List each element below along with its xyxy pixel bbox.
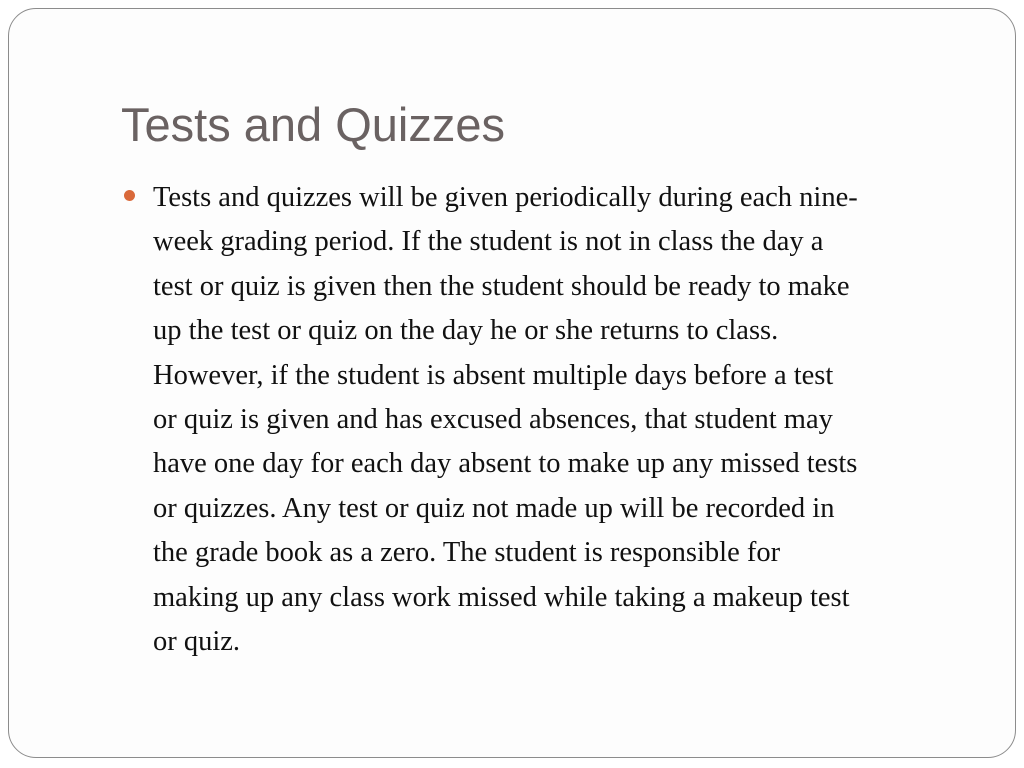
bullet-item	[122, 176, 972, 664]
bullet-list	[122, 176, 972, 664]
slide-title: Tests and Quizzes	[121, 98, 506, 151]
bullet-text: Tests and quizzes will be given periodically during each nine- week grading period. If the student is not in class the day a test or quiz is given then the student should be ready to make up the test or quiz on the day he or she returns to class. However, if the student is absent multiple days before a test or quiz is given and has excused absences, that student may have one day for each day absent to make up any missed tests or quizzes. Any test or quiz not made up will be recorded in the grade book as a zero. The student is responsible for making up any class work missed while taking a makeup test or quiz.	[153, 182, 858, 658]
bullet-dot-icon	[124, 190, 135, 201]
slide-frame	[8, 8, 1016, 758]
